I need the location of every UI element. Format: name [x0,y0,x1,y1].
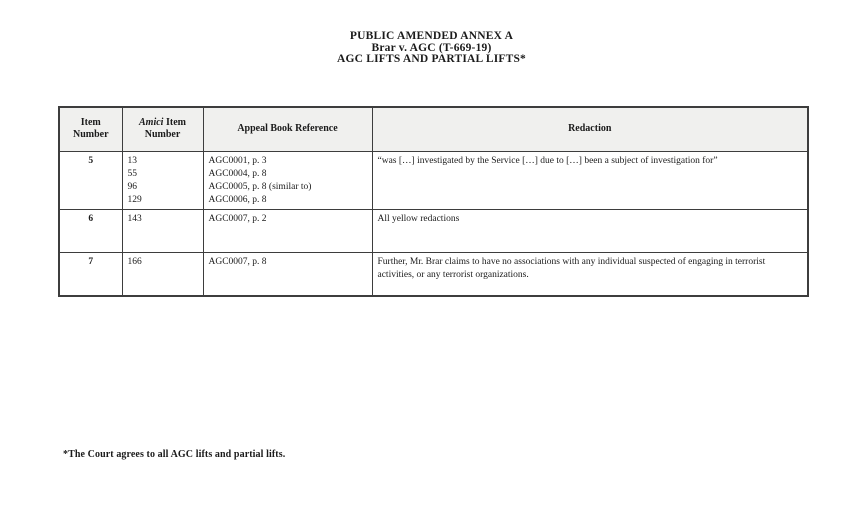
amici-number: 143 [127,213,142,224]
appeal-reference: AGC0001, p. 3 [208,155,267,166]
amici-number: 166 [127,256,142,267]
cell-appeal-book-reference [203,252,372,296]
cell-redaction [372,151,808,209]
annex-table [58,106,809,297]
appeal-reference: AGC0007, p. 8 [208,256,267,267]
cell-item-number: 5 [59,151,122,209]
cell-amici-item-number [122,209,203,252]
redaction-text: “was […] investigated by the Service […] due to […] been a subject of investigation for” [377,155,718,166]
amici-rest-label: Item [163,117,186,129]
header-line: Number [144,129,181,141]
amici-number: 13 [127,155,137,166]
header-line [127,117,199,129]
header-line: Number [72,129,109,141]
cell-appeal-book-reference [203,151,372,209]
col-header-item-number [59,107,122,151]
amici-italic-label: Amici [139,117,164,129]
title-line-1: PUBLIC AMENDED ANNEX A [349,30,514,42]
cell-item-number: 6 [59,209,122,252]
appeal-reference: AGC0004, p. 8 [208,168,267,179]
title-line-2: Brar v. AGC (T-669-19) [371,41,492,54]
cell-appeal-book-reference [203,209,372,252]
header-line: Item [80,117,101,129]
appeal-reference: AGC0006, p. 8 [208,194,267,205]
cell-item-number: 7 [59,252,122,296]
table-header-row [59,107,808,151]
redaction-text: activities, or any terrorist organizations. [377,269,529,280]
court-footnote: *The Court agrees to all AGC lifts and partial lifts. [63,449,286,460]
cell-amici-item-number [122,252,203,296]
redaction-text: Further, Mr. Brar claims to have no associations with any individual suspected of engaging in terrorist [377,256,766,267]
col-header-redaction: Redaction [372,107,808,151]
cell-amici-item-number [122,151,203,209]
amici-number: 96 [127,181,137,192]
amici-number: 129 [127,194,142,205]
table-row-item-5 [59,151,808,209]
col-header-appeal-book-reference: Appeal Book Reference [203,107,372,151]
cell-redaction [372,252,808,296]
table-row-item-6 [59,209,808,252]
cell-redaction [372,209,808,252]
amici-number: 55 [127,168,137,179]
redaction-text: All yellow redactions [377,213,460,224]
appeal-reference: AGC0007, p. 2 [208,213,267,224]
title-line-3: AGC LIFTS AND PARTIAL LIFTS* [336,53,527,66]
document-title [0,31,863,66]
table-row-item-7 [59,252,808,296]
appeal-reference: AGC0005, p. 8 (similar to) [208,181,312,192]
col-header-amici-item-number [122,107,203,151]
